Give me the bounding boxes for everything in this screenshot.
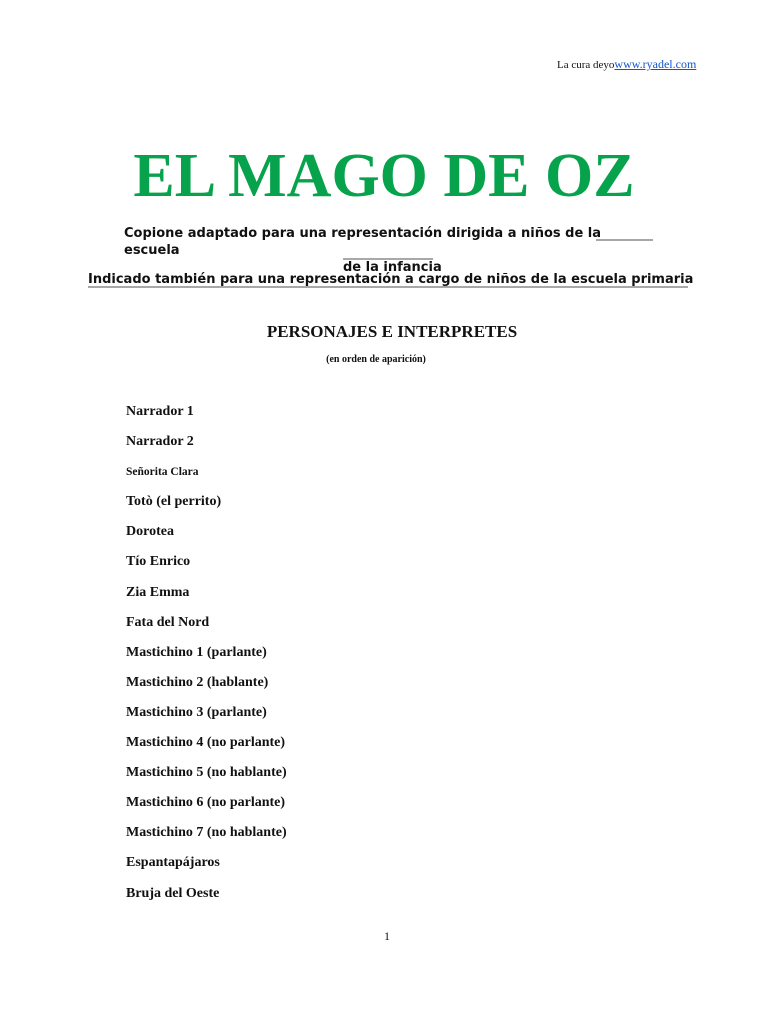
document-title: EL MAGO DE OZ: [133, 142, 635, 210]
section-note: (en orden de aparición): [326, 354, 426, 365]
page-number: 1: [384, 929, 390, 943]
cast-item: Fata del Nord: [126, 614, 210, 630]
cast-item: Mastichino 2 (hablante): [126, 674, 269, 690]
cast-item: Mastichino 4 (no parlante): [126, 735, 286, 751]
header-credit: [557, 57, 696, 72]
subtitle-line-3: Indicado también para una representación a cargo de niños de la escuela primaria: [88, 272, 694, 287]
cast-item: Tío Enrico: [126, 554, 191, 570]
cast-list: [126, 398, 287, 910]
subtitle-block: [124, 225, 654, 276]
credit-prefix: La cura deyo: [557, 59, 615, 71]
section-heading: PERSONAJES E INTERPRETES: [266, 322, 518, 341]
cast-item: Zia Emma: [126, 584, 190, 600]
cast-item: Señorita Clara: [126, 466, 199, 479]
cast-item: Mastichino 3 (parlante): [126, 704, 267, 720]
cast-item: Dorotea: [126, 524, 174, 540]
credit-link[interactable]: www.ryadel.com: [614, 57, 697, 71]
cast-item: Espantapájaros: [126, 855, 220, 871]
cast-item: Bruja del Oeste: [126, 885, 220, 901]
subtitle-line-1: Copione adaptado para una representación dirigida a niños de la escuela: [124, 226, 602, 258]
cast-item: Mastichino 5 (no hablante): [126, 765, 287, 781]
cast-item: Totò (el perrito): [126, 494, 222, 510]
subtitle-line-2: de la infancia: [343, 260, 442, 275]
subtitle-rule-1: [596, 239, 653, 241]
cast-item: Narrador 1: [126, 404, 194, 419]
cast-item: Mastichino 6 (no parlante): [126, 795, 286, 811]
subtitle-rule-3: [88, 286, 688, 288]
subtitle-rule-2: [343, 258, 433, 260]
cast-item: Mastichino 1 (parlante): [126, 644, 267, 660]
cast-item: Narrador 2: [126, 434, 194, 450]
cast-item: Mastichino 7 (no hablante): [126, 825, 287, 841]
